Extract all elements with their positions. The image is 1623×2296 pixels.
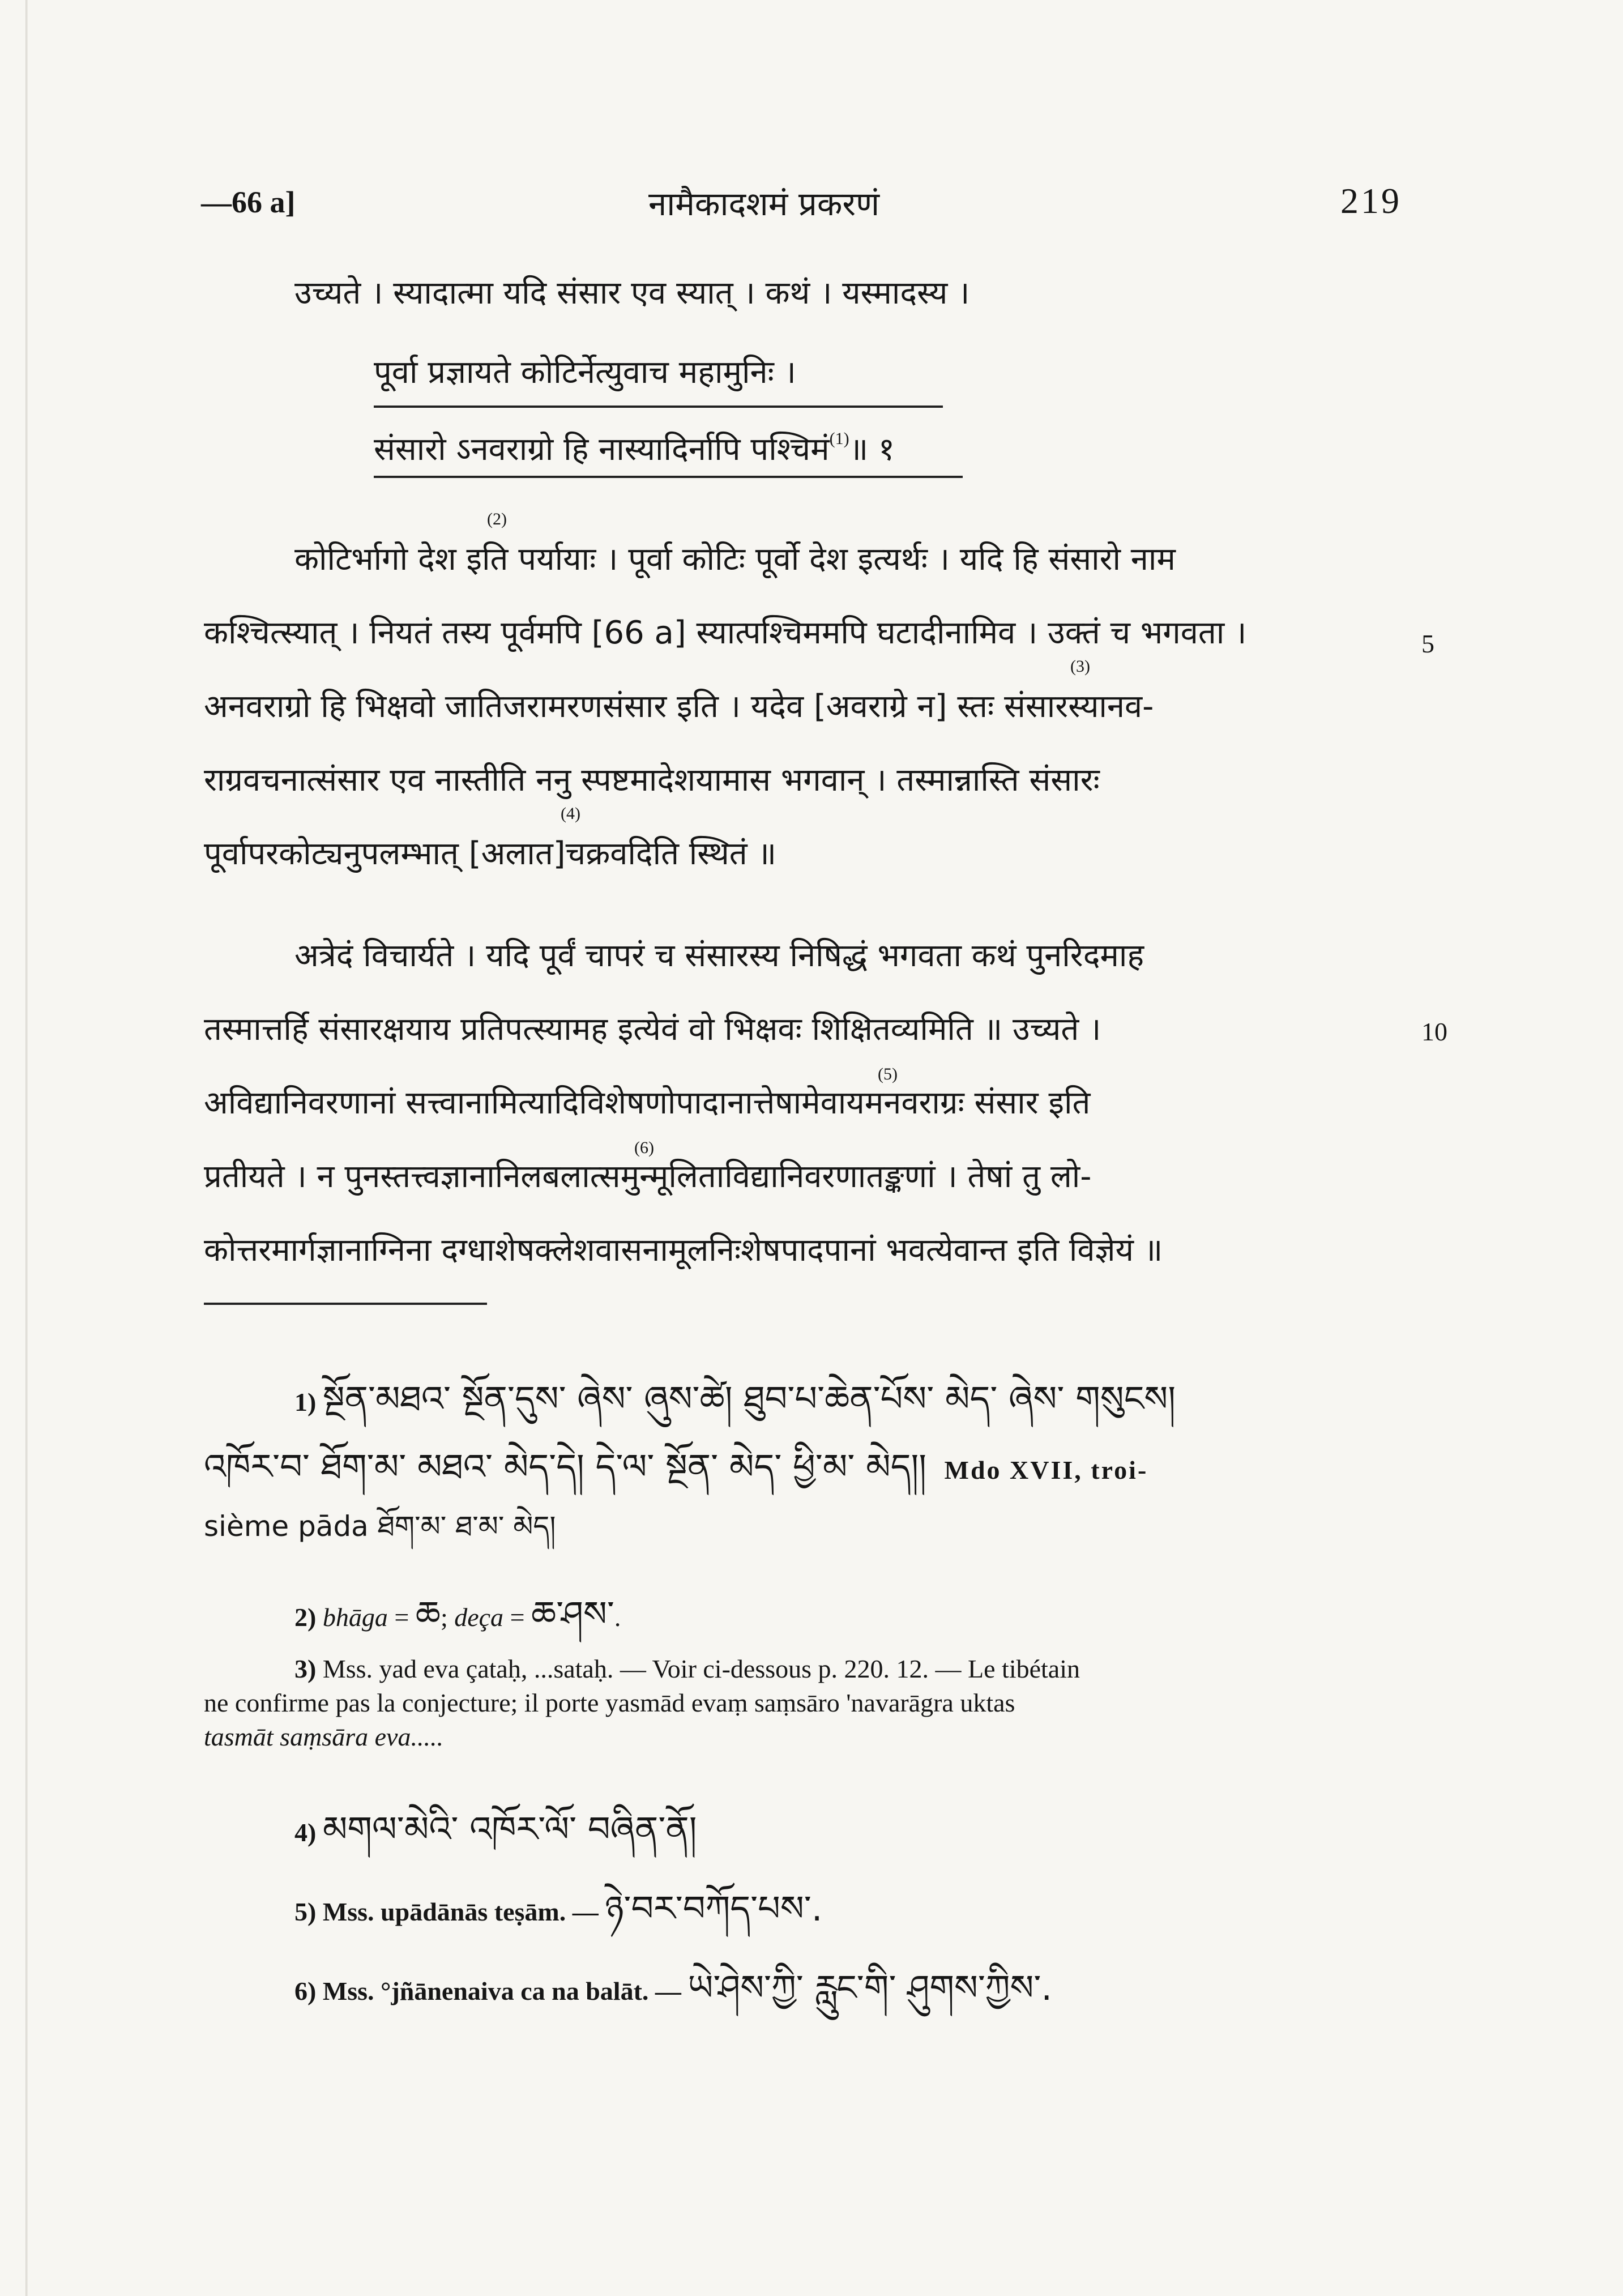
footnote-ref-4: (4)	[561, 804, 580, 823]
paragraph-line: तस्मात्तर्हि संसारक्षयाय प्रतिपत्स्यामह इत्येवं वो भिक्षवः शिक्षितव्यमिति ॥ उच्यते ।	[204, 1011, 1101, 1048]
footnote-1-tibetan: འཁོར་བ་ ཐོག་མ་ མཐའ་ མེད་དེ། དེ་ལ་ སྔོན་ མེད་ ཕྱི་མ་ མེད།།	[204, 1446, 927, 1487]
verse-line-2-text: संसारो ऽनवराग्रो हि नास्यादिर्नापि पश्चिमं	[374, 431, 830, 468]
footnote-1-tail: Mdo XVII, troi-	[944, 1456, 1148, 1484]
footnote-6-number: 6)	[294, 1977, 317, 2005]
footnote-ref-1: (1)	[829, 429, 849, 448]
footnote-5-tibetan: ཉེ་བར་བཀོད་པས་.	[605, 1888, 823, 1929]
footnote-1-number: 1)	[294, 1388, 317, 1416]
footnote-2-tibetan: ཆ	[415, 1593, 441, 1634]
footnote-1-tibetan: སྔོན་མཐའ་ སྔོན་དུས་ ཞེས་ ཞུས་ཚེ། ཐུབ་པ་ཆེན་པོས་ མེད་ ཞེས་ གསུངས།	[322, 1378, 1176, 1419]
line-number-5: 5	[1421, 629, 1434, 658]
running-head-left: —66 a]	[201, 185, 296, 219]
footnote-1-line-3	[204, 1495, 556, 1574]
paragraph-line: पूर्वापरकोट्यनुपलम्भात् [अलात]चक्रवदिति स्थितं ॥	[204, 835, 777, 872]
verse-line-2	[374, 430, 895, 466]
footnote-2-eq: =	[503, 1603, 532, 1632]
footnote-3-line-2: ne confirme pas la conjecture; il porte yasmād evaṃ saṃsāro 'navarāgra uktas	[204, 1688, 1015, 1717]
footnote-2-sep: ;	[440, 1603, 455, 1632]
footnote-ref-5: (5)	[878, 1065, 898, 1083]
line-number-10: 10	[1421, 1017, 1447, 1046]
footnote-6	[294, 1948, 1052, 2047]
verse-underline-1	[374, 406, 943, 408]
footnote-2-term: deça	[454, 1603, 504, 1632]
footnote-3-line-3: tasmāt saṃsāra eva.....	[204, 1722, 443, 1751]
footnote-5-number: 5)	[294, 1897, 317, 1926]
paragraph-line: कश्चित्स्यात् । नियतं तस्य पूर्वमपि [66 a] स्यात्पश्चिममपि घटादीनामिव । उक्तं च भगवता ।	[204, 614, 1247, 651]
footnote-ref-2: (2)	[487, 510, 507, 528]
paragraph-line: प्रतीयते । न पुनस्तत्त्वज्ञानानिलबलात्समुन्मूलिताविद्यानिवरणातङ्कणां । तेषां तु लो-	[204, 1158, 1092, 1195]
paragraph-line: राग्रवचनात्संसार एव नास्तीति ननु स्पष्टमादेशयामास भगवान् । तस्मान्नास्ति संसारः	[204, 762, 1100, 799]
paragraph-line: अनवराग्रो हि भिक्षवो जातिजरामरणसंसार इति । यदेव [अवराग्रे न] स्तः संसारस्यानव-	[204, 688, 1154, 725]
footnote-6-tibetan: ཡེ་ཤེས་ཀྱི་ རླུང་གི་ ཤུགས་ཀྱིས་.	[687, 1967, 1053, 2008]
page-number: 219	[1340, 181, 1402, 221]
footnote-5-text: Mss. upādānās teṣām. —	[322, 1897, 599, 1926]
running-head-title: नामैकादशमं प्रकरणं	[648, 185, 880, 223]
footnote-3-number: 3)	[294, 1654, 317, 1683]
footnote-ref-3: (3)	[1070, 657, 1090, 676]
paragraph-line: अत्रेदं विचार्यते । यदि पूर्वं चापरं च संसारस्य निषिद्धं भगवता कथं पुनरिदमाह	[294, 937, 1144, 974]
footnote-4-number: 4)	[294, 1818, 317, 1847]
verse-underline-2	[374, 476, 963, 478]
footnote-6-text: Mss. °jñānenaiva ca na balāt. —	[322, 1977, 681, 2005]
footnote-2-number: 2)	[294, 1603, 317, 1632]
paragraph-line: कोटिर्भागो देश इति पर्यायाः । पूर्वा कोटिः पूर्वो देश इत्यर्थः । यदि हि संसारो नाम	[294, 541, 1176, 578]
footnote-1-tibetan: sième pāda ཐོག་མ་ ཐ་མ་ མེད།	[204, 1510, 556, 1543]
intro-line: उच्यते । स्यादात्मा यदि संसार एव स्यात् । कथं । यस्मादस्य ।	[294, 275, 970, 311]
footnote-4-tibetan: མགལ་མེའི་ འཁོར་ལོ་ བཞིན་ནོ།	[322, 1808, 697, 1850]
footnote-ref-6: (6)	[634, 1138, 654, 1157]
footnote-3-line-1	[294, 1654, 1080, 1684]
footnote-3-text: Mss. yad eva çataḥ, ...sataḥ. — Voir ci-dessous p. 220. 12. — Le tibétain	[322, 1654, 1080, 1683]
running-head	[201, 180, 1402, 225]
page-gutter	[25, 0, 28, 2296]
footnote-2-term: bhāga	[322, 1603, 388, 1632]
paragraph-line: कोत्तरमार्गज्ञानाग्निना दग्धाशेषक्लेशवासनामूलनिःशेषपादपानां भवत्येवान्त इति विज्ञेयं ॥	[204, 1232, 1163, 1269]
verse-line-1: पूर्वा प्रज्ञायते कोटिर्नेत्युवाच महामुनिः ।	[374, 354, 796, 391]
footnote-rule	[204, 1303, 487, 1305]
verse-line-2-end: ॥ १	[849, 431, 895, 468]
footnote-2-tibetan: ཆ་ཤས་	[531, 1593, 614, 1634]
footnote-2-end: .	[614, 1603, 621, 1632]
paragraph-line: अविद्यानिवरणानां सत्त्वानामित्यादिविशेषणोपादानात्तेषामेवायमनवराग्रः संसार इति	[204, 1085, 1091, 1121]
footnote-2-eq: =	[387, 1603, 416, 1632]
